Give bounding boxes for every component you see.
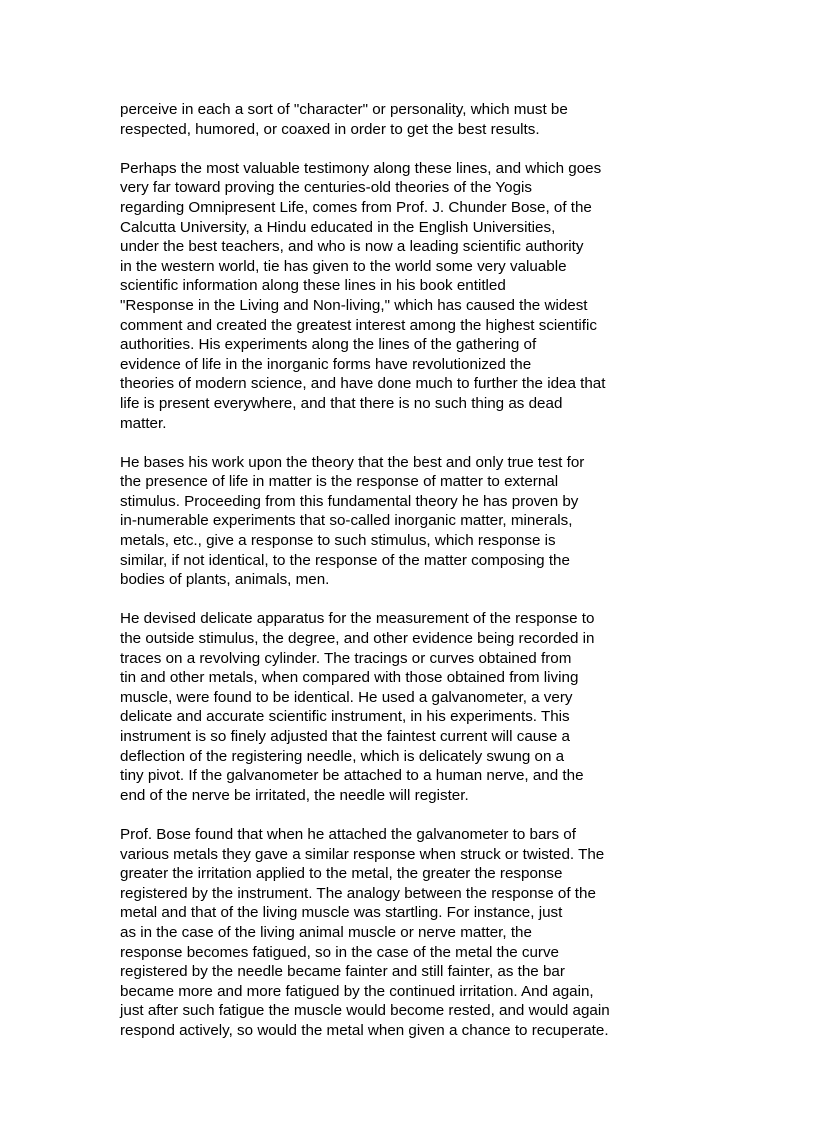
- text-line: similar, if not identical, to the response of the matter composing the: [120, 551, 570, 569]
- text-line: perceive in each a sort of "character" or personality, which must be: [120, 101, 568, 118]
- text-line: respected, humored, or coaxed in order to get the best results.: [120, 120, 540, 138]
- text-line: authorities. His experiments along the lines of the gathering of: [120, 336, 537, 354]
- text-line: He bases his work upon the theory that the best and only true test for: [120, 453, 585, 471]
- text-line: muscle, were found to be identical. He used a galvanometer, a very: [120, 688, 573, 706]
- text-line: deflection of the registering needle, which is delicately swung on a: [120, 747, 565, 765]
- text-line: registered by the needle became fainter and still fainter, as the bar: [120, 963, 565, 981]
- text-line: in-numerable experiments that so-called inorganic matter, minerals,: [120, 512, 573, 530]
- paragraph: [120, 825, 720, 1041]
- text-line: delicate and accurate scientific instrument, in his experiments. This: [120, 708, 570, 726]
- text-line: the outside stimulus, the degree, and other evidence being recorded in: [120, 630, 595, 648]
- text-line: evidence of life in the inorganic forms have revolutionized the: [120, 355, 532, 373]
- text-line: Prof. Bose found that when he attached the galvanometer to bars of: [120, 825, 576, 843]
- text-line: became more and more fatigued by the continued irritation. And again,: [120, 982, 594, 1000]
- text-line: respond actively, so would the metal when given a chance to recuperate.: [120, 1021, 609, 1039]
- text-line: just after such fatigue the muscle would become rested, and would again: [120, 1002, 610, 1020]
- text-line: traces on a revolving cylinder. The tracings or curves obtained from: [120, 649, 572, 667]
- text-line: as in the case of the living animal muscle or nerve matter, the: [120, 923, 532, 941]
- text-line: instrument is so finely adjusted that the faintest current will cause a: [120, 728, 570, 745]
- text-line: regarding Omnipresent Life, comes from Prof. J. Chunder Bose, of the: [120, 198, 592, 216]
- text-line: various metals they gave a similar response when struck or twisted. The: [120, 845, 605, 863]
- paragraph: [120, 453, 720, 590]
- paragraph: [120, 100, 720, 139]
- text-line: metal and that of the living muscle was startling. For instance, just: [120, 904, 563, 922]
- text-line: under the best teachers, and who is now a leading scientific authority: [120, 238, 584, 256]
- text-line: stimulus. Proceeding from this fundamental theory he has proven by: [120, 492, 579, 510]
- text-line: Perhaps the most valuable testimony along these lines, and which goes: [120, 159, 602, 177]
- text-line: tin and other metals, when compared with those obtained from living: [120, 669, 579, 687]
- text-line: life is present everywhere, and that there is no such thing as dead: [120, 394, 563, 412]
- paragraph: [120, 159, 720, 433]
- text-line: greater the irritation applied to the metal, the greater the response: [120, 865, 563, 883]
- text-line: registered by the instrument. The analogy between the response of the: [120, 884, 596, 902]
- text-line: very far toward proving the centuries-old theories of the Yogis: [120, 179, 532, 197]
- text-line: scientific information along these lines in his book entitled: [120, 277, 506, 295]
- text-line: bodies of plants, animals, men.: [120, 571, 330, 589]
- text-line: metals, etc., give a response to such stimulus, which response is: [120, 532, 556, 550]
- paragraph: [120, 609, 720, 805]
- text-line: end of the nerve be irritated, the needle will register.: [120, 786, 469, 804]
- text-line: tiny pivot. If the galvanometer be attached to a human nerve, and the: [120, 767, 584, 785]
- text-line: Calcutta University, a Hindu educated in the English Universities,: [120, 218, 556, 236]
- text-line: in the western world, tie has given to the world some very valuable: [120, 257, 567, 275]
- text-line: He devised delicate apparatus for the measurement of the response to: [120, 610, 595, 628]
- body-text: [120, 100, 720, 1060]
- text-line: comment and created the greatest interest among the highest scientific: [120, 316, 597, 334]
- text-line: matter.: [120, 414, 167, 432]
- text-line: the presence of life in matter is the response of matter to external: [120, 473, 559, 491]
- text-line: response becomes fatigued, so in the case of the metal the curve: [120, 943, 560, 961]
- text-line: theories of modern science, and have done much to further the idea that: [120, 375, 606, 393]
- text-line: "Response in the Living and Non-living," which has caused the widest: [120, 296, 588, 314]
